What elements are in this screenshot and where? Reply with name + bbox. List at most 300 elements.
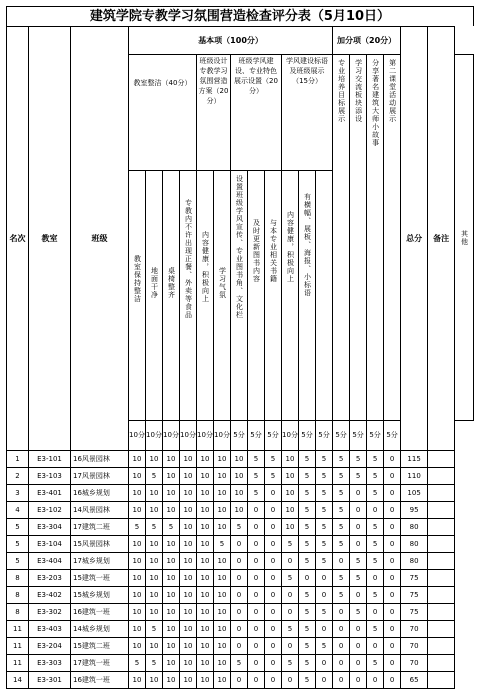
item-max-points: 10分 bbox=[163, 421, 180, 451]
room-cell: E3-203 bbox=[29, 570, 71, 587]
score-cell: 10 bbox=[129, 451, 146, 468]
basic-items-header: 基本项（100分） bbox=[129, 27, 333, 55]
score-cell: 5 bbox=[231, 655, 248, 672]
table-row bbox=[7, 655, 474, 672]
item-label: 专业培养目标展示 bbox=[337, 59, 346, 123]
score-cell: 0 bbox=[333, 604, 350, 621]
room-cell: E3-302 bbox=[29, 604, 71, 621]
score-cell: 10 bbox=[180, 451, 197, 468]
score-cell: 5 bbox=[316, 451, 333, 468]
score-cell: 0 bbox=[350, 621, 367, 638]
item-label: 与本专业相关书籍 bbox=[269, 219, 278, 283]
group-label-study-style: 班级学风建设、专业特色展示设置（20分） bbox=[234, 57, 278, 95]
group-header-study-style bbox=[231, 55, 282, 171]
item-max-points: 5分 bbox=[265, 421, 282, 451]
score-cell: 0 bbox=[265, 621, 282, 638]
score-cell: 5 bbox=[350, 570, 367, 587]
score-cell: 0 bbox=[384, 621, 401, 638]
score-cell: 5 bbox=[265, 451, 282, 468]
score-cell: 5 bbox=[248, 485, 265, 502]
score-cell: 10 bbox=[197, 621, 214, 638]
score-cell: 0 bbox=[265, 536, 282, 553]
score-cell: 10 bbox=[163, 672, 180, 689]
score-cell: 10 bbox=[163, 468, 180, 485]
score-cell: 10 bbox=[282, 468, 299, 485]
score-cell: 5 bbox=[316, 502, 333, 519]
score-cell: 10 bbox=[231, 485, 248, 502]
total-cell: 70 bbox=[401, 638, 428, 655]
score-cell: 5 bbox=[367, 553, 384, 570]
score-cell: 10 bbox=[282, 519, 299, 536]
score-cell: 5 bbox=[316, 519, 333, 536]
score-cell: 0 bbox=[231, 570, 248, 587]
score-cell: 10 bbox=[163, 587, 180, 604]
score-cell: 0 bbox=[333, 655, 350, 672]
score-cell: 10 bbox=[129, 587, 146, 604]
score-cell: 5 bbox=[316, 468, 333, 485]
score-cell: 0 bbox=[316, 655, 333, 672]
score-cell: 10 bbox=[180, 536, 197, 553]
score-cell: 10 bbox=[163, 553, 180, 570]
score-cell: 0 bbox=[299, 570, 316, 587]
score-cell: 0 bbox=[282, 553, 299, 570]
item-max-points: 5分 bbox=[316, 421, 333, 451]
score-cell: 10 bbox=[129, 485, 146, 502]
rank-header: 名次 bbox=[7, 27, 29, 451]
note-cell bbox=[428, 451, 455, 468]
score-cell: 0 bbox=[384, 655, 401, 672]
rank-cell: 8 bbox=[7, 587, 29, 604]
score-cell: 5 bbox=[265, 468, 282, 485]
score-cell: 5 bbox=[333, 570, 350, 587]
score-sheet bbox=[6, 6, 474, 689]
score-cell: 5 bbox=[299, 672, 316, 689]
class-header: 班级 bbox=[71, 27, 129, 451]
score-cell: 5 bbox=[316, 485, 333, 502]
score-cell: 0 bbox=[265, 587, 282, 604]
score-cell: 0 bbox=[350, 502, 367, 519]
score-cell: 5 bbox=[367, 621, 384, 638]
note-header: 备注 bbox=[428, 27, 455, 451]
score-cell: 5 bbox=[248, 468, 265, 485]
score-cell: 5 bbox=[282, 621, 299, 638]
score-cell: 10 bbox=[146, 604, 163, 621]
score-cell: 10 bbox=[180, 621, 197, 638]
group-header-cleanliness bbox=[129, 55, 197, 171]
item-label: 地面干净 bbox=[150, 267, 159, 299]
item-label: 及时更新图书内容 bbox=[252, 219, 261, 283]
class-cell: 17风景园林 bbox=[71, 468, 129, 485]
score-cell: 10 bbox=[129, 672, 146, 689]
table-row bbox=[7, 570, 474, 587]
item-header bbox=[214, 171, 231, 421]
table-row bbox=[7, 553, 474, 570]
table-row bbox=[7, 451, 474, 468]
score-cell: 10 bbox=[197, 468, 214, 485]
class-cell: 15风景园林 bbox=[71, 536, 129, 553]
group-label-atmosphere-plan: 班级设计专教学习氛围营造方案（20分） bbox=[198, 57, 229, 105]
rank-cell: 5 bbox=[7, 519, 29, 536]
score-cell: 10 bbox=[214, 587, 231, 604]
table-row bbox=[7, 604, 474, 621]
score-cell: 10 bbox=[197, 638, 214, 655]
score-cell: 10 bbox=[197, 502, 214, 519]
item-max-points: 5分 bbox=[367, 421, 384, 451]
score-cell: 0 bbox=[265, 485, 282, 502]
score-cell: 10 bbox=[214, 570, 231, 587]
score-cell: 10 bbox=[163, 604, 180, 621]
score-cell: 10 bbox=[214, 485, 231, 502]
score-cell: 0 bbox=[265, 655, 282, 672]
total-cell: 105 bbox=[401, 485, 428, 502]
score-cell: 0 bbox=[384, 519, 401, 536]
score-cell: 0 bbox=[316, 587, 333, 604]
score-cell: 5 bbox=[316, 536, 333, 553]
score-cell: 10 bbox=[129, 536, 146, 553]
score-cell: 10 bbox=[180, 485, 197, 502]
score-cell: 0 bbox=[265, 553, 282, 570]
score-cell: 10 bbox=[129, 553, 146, 570]
score-cell: 5 bbox=[350, 468, 367, 485]
score-cell: 5 bbox=[129, 655, 146, 672]
score-cell: 5 bbox=[299, 451, 316, 468]
score-cell: 10 bbox=[214, 672, 231, 689]
score-cell: 0 bbox=[282, 587, 299, 604]
note-cell bbox=[428, 468, 455, 485]
score-cell: 10 bbox=[146, 638, 163, 655]
score-cell: 0 bbox=[350, 519, 367, 536]
score-cell: 0 bbox=[316, 621, 333, 638]
score-cell: 5 bbox=[333, 519, 350, 536]
item-label: 内容健康，积极向上 bbox=[286, 211, 295, 283]
score-cell: 0 bbox=[367, 604, 384, 621]
score-cell: 0 bbox=[384, 672, 401, 689]
item-header bbox=[384, 55, 401, 421]
score-cell: 10 bbox=[197, 570, 214, 587]
room-cell: E3-101 bbox=[29, 451, 71, 468]
score-cell: 10 bbox=[129, 638, 146, 655]
score-cell: 10 bbox=[129, 502, 146, 519]
score-cell: 0 bbox=[350, 587, 367, 604]
score-cell: 5 bbox=[333, 451, 350, 468]
score-cell: 5 bbox=[367, 519, 384, 536]
score-cell: 10 bbox=[214, 468, 231, 485]
score-cell: 0 bbox=[231, 672, 248, 689]
score-cell: 10 bbox=[129, 468, 146, 485]
score-cell: 5 bbox=[316, 638, 333, 655]
class-cell: 14风景园林 bbox=[71, 502, 129, 519]
total-cell: 80 bbox=[401, 519, 428, 536]
table-row bbox=[7, 519, 474, 536]
score-cell: 10 bbox=[197, 519, 214, 536]
score-cell: 5 bbox=[282, 536, 299, 553]
room-cell: E3-204 bbox=[29, 638, 71, 655]
score-cell: 5 bbox=[367, 536, 384, 553]
item-header bbox=[146, 171, 163, 421]
score-cell: 10 bbox=[163, 485, 180, 502]
class-cell: 15建筑一班 bbox=[71, 570, 129, 587]
score-cell: 5 bbox=[367, 587, 384, 604]
score-cell: 0 bbox=[282, 672, 299, 689]
item-header bbox=[367, 55, 384, 421]
room-header: 教室 bbox=[29, 27, 71, 451]
room-cell: E3-304 bbox=[29, 519, 71, 536]
score-cell: 10 bbox=[180, 502, 197, 519]
score-cell: 0 bbox=[248, 672, 265, 689]
room-cell: E3-301 bbox=[29, 672, 71, 689]
item-label: 专教内不许出现正餐、外卖等食品 bbox=[184, 199, 193, 319]
score-cell: 10 bbox=[197, 485, 214, 502]
score-cell: 10 bbox=[214, 655, 231, 672]
room-cell: E3-303 bbox=[29, 655, 71, 672]
score-cell: 5 bbox=[333, 536, 350, 553]
table-row bbox=[7, 536, 474, 553]
item-max-points: 5分 bbox=[231, 421, 248, 451]
item-max-points: 10分 bbox=[146, 421, 163, 451]
score-cell: 5 bbox=[299, 502, 316, 519]
score-cell: 5 bbox=[146, 468, 163, 485]
item-header bbox=[231, 171, 248, 421]
rank-cell: 5 bbox=[7, 536, 29, 553]
class-cell: 15城乡规划 bbox=[71, 587, 129, 604]
rank-cell: 11 bbox=[7, 621, 29, 638]
item-max-points: 10分 bbox=[129, 421, 146, 451]
rank-cell: 14 bbox=[7, 672, 29, 689]
score-cell: 0 bbox=[367, 638, 384, 655]
score-cell: 0 bbox=[248, 502, 265, 519]
item-label: 设置班级学风宣传、专业图书角、文化栏 bbox=[235, 175, 244, 319]
item-label: 内容健康，积极向上 bbox=[201, 231, 210, 303]
score-cell: 10 bbox=[214, 519, 231, 536]
score-cell: 5 bbox=[146, 621, 163, 638]
score-cell: 10 bbox=[197, 604, 214, 621]
score-cell: 0 bbox=[384, 638, 401, 655]
class-cell: 16风景园林 bbox=[71, 451, 129, 468]
score-cell: 10 bbox=[163, 570, 180, 587]
room-cell: E3-403 bbox=[29, 621, 71, 638]
score-cell: 0 bbox=[333, 621, 350, 638]
score-cell: 5 bbox=[299, 587, 316, 604]
item-max-points: 5分 bbox=[384, 421, 401, 451]
score-cell: 0 bbox=[350, 672, 367, 689]
score-cell: 5 bbox=[231, 519, 248, 536]
room-cell: E3-102 bbox=[29, 502, 71, 519]
score-cell: 5 bbox=[299, 553, 316, 570]
table-row bbox=[7, 638, 474, 655]
room-cell: E3-401 bbox=[29, 485, 71, 502]
score-cell: 10 bbox=[146, 485, 163, 502]
score-cell: 5 bbox=[333, 502, 350, 519]
score-cell: 10 bbox=[180, 570, 197, 587]
score-cell: 5 bbox=[163, 519, 180, 536]
score-cell: 0 bbox=[350, 638, 367, 655]
room-cell: E3-404 bbox=[29, 553, 71, 570]
item-max-points: 10分 bbox=[197, 421, 214, 451]
group-header-atmosphere-plan bbox=[197, 55, 231, 171]
total-cell: 70 bbox=[401, 621, 428, 638]
score-cell: 0 bbox=[316, 570, 333, 587]
score-cell: 10 bbox=[231, 502, 248, 519]
note-cell bbox=[428, 485, 455, 502]
class-cell: 16城乡规划 bbox=[71, 485, 129, 502]
score-cell: 10 bbox=[214, 451, 231, 468]
score-cell: 0 bbox=[248, 621, 265, 638]
table-row bbox=[7, 468, 474, 485]
class-cell: 17城乡规划 bbox=[71, 553, 129, 570]
score-cell: 10 bbox=[146, 570, 163, 587]
score-cell: 5 bbox=[299, 621, 316, 638]
score-cell: 10 bbox=[163, 655, 180, 672]
item-label: 学习交流板块添设 bbox=[354, 59, 363, 123]
score-cell: 0 bbox=[384, 570, 401, 587]
score-cell: 0 bbox=[367, 672, 384, 689]
total-header: 总分 bbox=[401, 27, 428, 451]
score-cell: 0 bbox=[231, 638, 248, 655]
score-cell: 0 bbox=[384, 553, 401, 570]
score-cell: 5 bbox=[367, 655, 384, 672]
score-cell: 0 bbox=[248, 604, 265, 621]
score-cell: 5 bbox=[350, 553, 367, 570]
score-cell: 0 bbox=[248, 587, 265, 604]
score-cell: 10 bbox=[180, 604, 197, 621]
score-cell: 10 bbox=[214, 502, 231, 519]
score-cell: 5 bbox=[299, 485, 316, 502]
item-label: 分享著名建筑大师小故事 bbox=[371, 59, 380, 147]
score-cell: 10 bbox=[163, 451, 180, 468]
group-label-cleanliness: 教室整洁（40分） bbox=[133, 79, 192, 87]
score-cell: 10 bbox=[197, 672, 214, 689]
item-max-points: 5分 bbox=[299, 421, 316, 451]
score-cell: 0 bbox=[248, 553, 265, 570]
score-cell: 5 bbox=[299, 638, 316, 655]
item-max-points: 5分 bbox=[350, 421, 367, 451]
score-cell: 0 bbox=[265, 570, 282, 587]
score-cell: 10 bbox=[282, 485, 299, 502]
total-cell: 115 bbox=[401, 451, 428, 468]
rank-cell: 11 bbox=[7, 638, 29, 655]
score-cell: 10 bbox=[197, 587, 214, 604]
score-cell: 5 bbox=[316, 604, 333, 621]
rank-cell: 8 bbox=[7, 604, 29, 621]
score-cell: 5 bbox=[316, 553, 333, 570]
score-cell: 10 bbox=[146, 502, 163, 519]
score-cell: 10 bbox=[129, 570, 146, 587]
item-header bbox=[455, 55, 474, 421]
table-row bbox=[7, 485, 474, 502]
item-header bbox=[265, 171, 282, 421]
item-max-points: 10分 bbox=[282, 421, 299, 451]
rank-cell: 2 bbox=[7, 468, 29, 485]
score-cell: 5 bbox=[146, 519, 163, 536]
table-row bbox=[7, 587, 474, 604]
class-cell: 16建筑一班 bbox=[71, 672, 129, 689]
item-label: 有横幅、展板、海报、小标语 bbox=[303, 193, 312, 297]
score-cell: 5 bbox=[299, 519, 316, 536]
item-header bbox=[248, 171, 265, 421]
score-cell: 10 bbox=[180, 672, 197, 689]
item-label: 学习气氛 bbox=[218, 267, 227, 299]
item-max-points: 5分 bbox=[333, 421, 350, 451]
score-cell: 0 bbox=[231, 553, 248, 570]
total-cell: 75 bbox=[401, 604, 428, 621]
score-cell: 0 bbox=[384, 604, 401, 621]
score-cell: 0 bbox=[231, 621, 248, 638]
score-cell: 0 bbox=[265, 604, 282, 621]
score-cell: 0 bbox=[384, 485, 401, 502]
score-cell: 10 bbox=[180, 655, 197, 672]
rank-cell: 11 bbox=[7, 655, 29, 672]
item-label: 其他 bbox=[460, 229, 469, 246]
score-cell: 10 bbox=[197, 655, 214, 672]
score-cell: 0 bbox=[384, 468, 401, 485]
score-cell: 0 bbox=[333, 672, 350, 689]
total-cell: 110 bbox=[401, 468, 428, 485]
class-cell: 16建筑一班 bbox=[71, 604, 129, 621]
score-cell: 0 bbox=[350, 536, 367, 553]
score-cell: 10 bbox=[129, 621, 146, 638]
score-cell: 0 bbox=[231, 587, 248, 604]
score-cell: 0 bbox=[231, 604, 248, 621]
item-header bbox=[163, 171, 180, 421]
score-cell: 10 bbox=[231, 468, 248, 485]
item-header bbox=[197, 171, 214, 421]
score-cell: 0 bbox=[316, 672, 333, 689]
room-cell: E3-104 bbox=[29, 536, 71, 553]
score-cell: 0 bbox=[282, 638, 299, 655]
item-max-points: 10分 bbox=[214, 421, 231, 451]
score-cell: 0 bbox=[265, 638, 282, 655]
score-cell: 0 bbox=[265, 502, 282, 519]
rank-cell: 3 bbox=[7, 485, 29, 502]
item-header bbox=[350, 55, 367, 421]
bonus-items-header: 加分项（20分） bbox=[333, 27, 401, 55]
note-cell bbox=[428, 672, 455, 689]
score-cell: 10 bbox=[282, 451, 299, 468]
score-cell: 0 bbox=[248, 655, 265, 672]
total-cell: 65 bbox=[401, 672, 428, 689]
score-cell: 5 bbox=[299, 468, 316, 485]
score-cell: 10 bbox=[163, 621, 180, 638]
score-cell: 5 bbox=[146, 655, 163, 672]
score-cell: 5 bbox=[248, 451, 265, 468]
total-cell: 75 bbox=[401, 570, 428, 587]
score-cell: 0 bbox=[350, 655, 367, 672]
total-cell: 80 bbox=[401, 536, 428, 553]
score-cell: 10 bbox=[180, 519, 197, 536]
item-label: 第二课堂活动展示 bbox=[388, 59, 397, 123]
score-cell: 0 bbox=[248, 638, 265, 655]
score-cell: 5 bbox=[129, 519, 146, 536]
score-cell: 5 bbox=[367, 468, 384, 485]
total-cell: 70 bbox=[401, 655, 428, 672]
score-cell: 0 bbox=[384, 451, 401, 468]
score-rows bbox=[7, 451, 474, 689]
total-cell: 80 bbox=[401, 553, 428, 570]
score-cell: 0 bbox=[367, 502, 384, 519]
class-cell: 15建筑二班 bbox=[71, 638, 129, 655]
score-cell: 0 bbox=[248, 570, 265, 587]
item-header bbox=[299, 171, 316, 421]
note-cell bbox=[428, 553, 455, 570]
score-cell: 5 bbox=[299, 604, 316, 621]
score-cell: 10 bbox=[282, 502, 299, 519]
score-cell: 10 bbox=[129, 604, 146, 621]
score-cell: 0 bbox=[350, 485, 367, 502]
table-row bbox=[7, 672, 474, 689]
note-cell bbox=[428, 604, 455, 621]
note-cell bbox=[428, 570, 455, 587]
rank-cell: 8 bbox=[7, 570, 29, 587]
